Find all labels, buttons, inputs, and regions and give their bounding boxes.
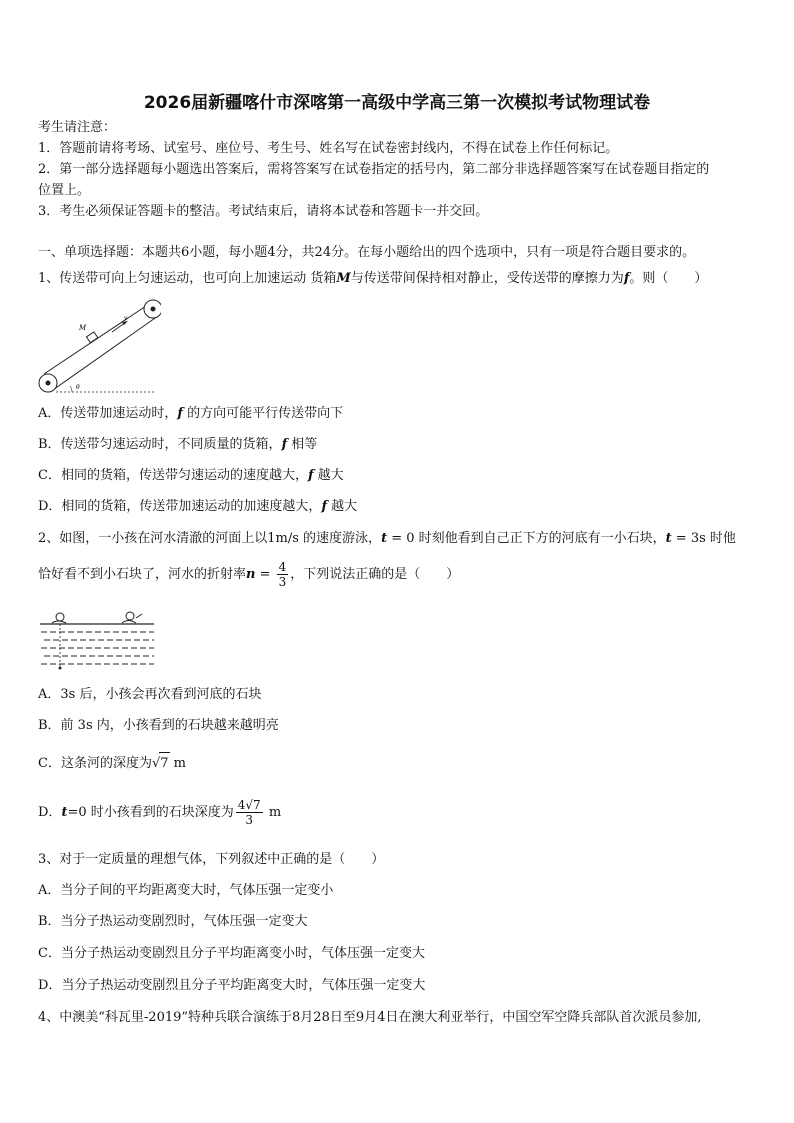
notice-item-3: 3．考生必须保证答题卡的整洁。考试结束后，请将本试卷和答题卡一并交回。 [38,204,489,219]
cargo-box [86,332,97,343]
river-figure [38,606,156,672]
q3-option-c: C．当分子热运动变剧烈且分子平均距离变小时，气体压强一定变大 [38,946,425,961]
q2-option-a: A．3s 后，小孩会再次看到河底的石块 [38,687,262,702]
q1-stem: 1、传送带可向上匀速运动，也可向上加速运动 货箱M与传送带间保持相对静止，受传送带的摩擦力为f。则（ ） [38,271,708,286]
q2-option-c: C．这条河的深度为√7 m [38,752,186,775]
q2-option-b: B．前 3s 内，小孩看到的石块越来越明亮 [38,718,279,733]
q3-option-a: A．当分子间的平均距离变大时，气体压强一定变小 [38,883,334,898]
label-v: v [124,315,128,322]
q2-option-d: D．t=0 时小孩看到的石块深度为 $\frac{4√7}{3}$ m [38,798,282,827]
depth-fraction: $\frac{4√7}{3}$ [237,798,261,827]
label-theta: θ [76,384,80,391]
exam-title: 2026届新疆喀什市深喀第一高级中学高三第一次模拟考试物理试卷 [143,93,651,113]
section-heading: 一、单项选择题：本题共6小题，每小题4分，共24分。在每小题给出的四个选项中，只有一项是符合题目要求的。 [38,245,696,260]
q1-option-d: D．相同的货箱，传送带加速运动的加速度越大，f 越大 [38,499,358,514]
q1-option-a: A．传送带加速运动时，f 的方向可能平行传送带向下 [38,406,344,421]
notice-heading: 考生请注意： [38,120,117,135]
q2-stem-line2: 恰好看不到小石块了，河水的折射率n = $\frac{4}{3}$ ，下列说法正确的是（ ） [38,560,460,589]
q3-option-b: B．当分子热运动变剧烈时，气体压强一定变大 [38,914,308,929]
label-M: M [79,324,87,332]
q2-stem-line1: 2、如图，一小孩在河水清澈的河面上以1m/s 的速度游泳，t = 0 时刻他看到自己正下方的河底有一小石块，t = 3s 时他 [38,531,736,546]
q4-stem: 4、中澳美“科瓦里-2019”特种兵联合演练于8月28日至9月4日在澳大利亚举行，中国空军空降兵部队首次派员参加, [38,1010,702,1025]
sqrt-expression: √7 [152,752,170,775]
q3-option-d: D．当分子热运动变剧烈且分子平均距离变大时，气体压强一定变大 [38,978,426,993]
q1-option-c: C．相同的货箱，传送带匀速运动的速度越大，f 越大 [38,468,344,483]
notice-item-1: 1．答题前请将考场、试室号、座位号、考生号、姓名写在试卷密封线内，不得在试卷上作任何标记。 [38,141,619,156]
notice-item-2: 2．第一部分选择题每小题选出答案后，需将答案写在试卷指定的括号内，第二部分非选择题答案写在试卷题目指定的 [38,162,710,177]
q3-stem: 3、对于一定质量的理想气体，下列叙述中正确的是（ ） [38,852,385,867]
notice-item-2-cont: 位置上。 [38,183,91,198]
q1-option-b: B．传送带匀速运动时，不同质量的货箱，f 相等 [38,437,318,452]
refractive-index-fraction: $\frac{4}{3}$ [278,560,287,589]
conveyor-figure [36,292,161,398]
